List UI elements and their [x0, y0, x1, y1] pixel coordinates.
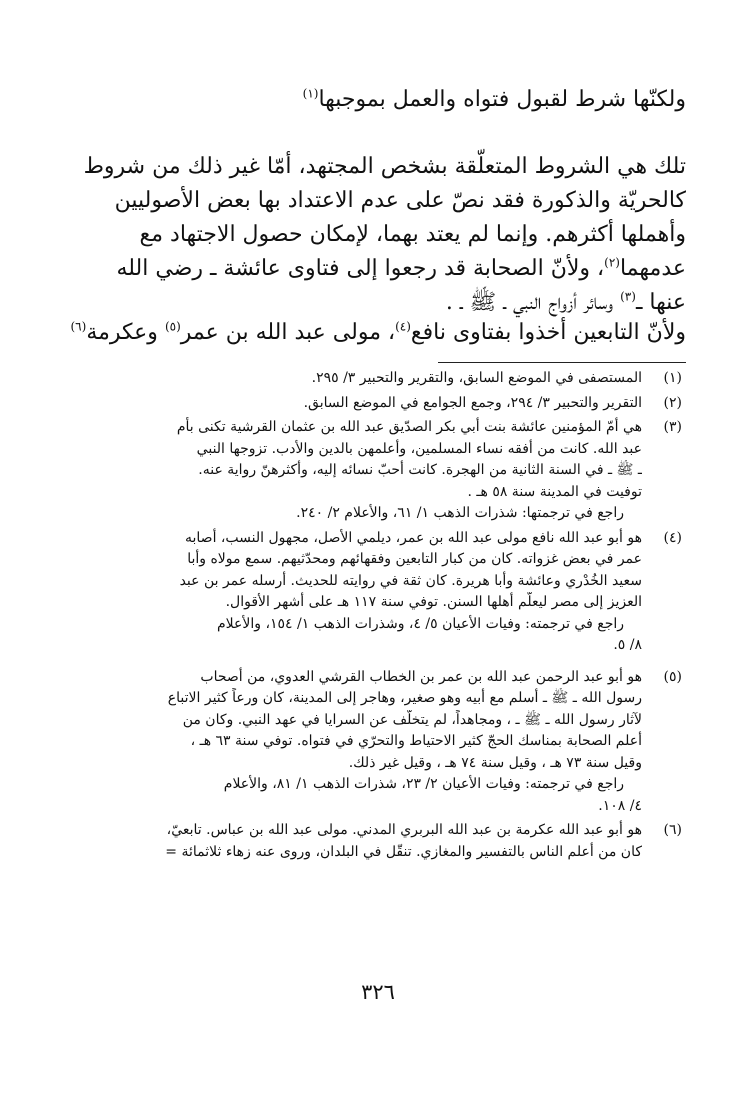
footnote-marker: (٣)	[620, 289, 636, 304]
main-paragraph-1	[42, 83, 686, 117]
footnote-reference: راجع في ترجمته: وفيات الأعيان ٢/ ٢٣، شذرات الذهب ١/ ٨١، والأعلام	[223, 776, 624, 792]
footnote-6	[44, 820, 682, 863]
footnote-line: كان من أعلم الناس بالتفسير والمغازي. تنقّل في البلدان، وروى عنه زهاء ثلاثمائة =	[165, 843, 642, 860]
footnote-separator	[438, 362, 686, 363]
main-line: وأهملها أكثرهم. وإنما لم يعتد بهما، لإمكان حصول الاجتهاد مع	[139, 222, 686, 247]
footnote-line: عبد الله. كانت من أفقه نساء المسلمين، وأعلمهن بالدين والأدب. تزوجها النبي	[196, 440, 642, 457]
main-text-segment: ، ولأنّ الصحابة قد رجعوا إلى فتاوى عائشة ـ رضي الله	[116, 256, 605, 281]
main-text-segment: وعكرمة	[86, 320, 165, 345]
main-line: كالحريّة والذكورة فقد نصّ على عدم الاعتداد بها بعض الأصوليين	[114, 188, 686, 213]
footnote-line: هي أمّ المؤمنين عائشة بنت أبي بكر الصدّيق عبد الله بن عثمان القرشية تكنى بأم	[176, 419, 642, 435]
footnote-line: هو أبو عبد الرحمن عبد الله بن عمر بن الخطاب القرشي العدوي، من أصحاب	[200, 668, 642, 685]
footnote-line: ٤/ ١٠٨.	[598, 797, 642, 814]
footnote-line: ٨/ ٥.	[613, 637, 642, 653]
footnote-line: المستصفى في الموضع السابق، والتقرير والتحبير ٣/ ٢٩٥.	[311, 370, 642, 386]
main-line	[42, 83, 686, 117]
footnote-marker: (٢)	[604, 255, 620, 270]
main-paragraph-3	[42, 316, 686, 350]
footnote-number: (٤)	[663, 529, 682, 546]
footnote-line: العزيز إلى مصر ليعلّم أهلها السنن. توفي سنة ١١٧ هـ على أشهر الأقوال.	[225, 594, 642, 610]
footnote-4	[44, 528, 682, 657]
footnote-marker: (١)	[302, 86, 319, 101]
page-number: ٣٢٦	[361, 980, 395, 1004]
footnote-line: عمر في بعض غزواته. كان من كبار التابعين وفقهائهم ومحدّثيهم. سمع مولاه وأبا	[187, 551, 642, 567]
footnote-2	[44, 393, 682, 415]
footnote-number: (١)	[663, 370, 682, 386]
main-paragraph-2	[42, 150, 686, 320]
footnote-number: (٥)	[663, 668, 682, 685]
footnote-line: توفيت في المدينة سنة ٥٨ هـ .	[467, 483, 642, 500]
footnote-line: أعلم الصحابة بمناسك الحجّ كثير الاحتياط والتحرّي في فتواه. توفي سنة ٦٣ هـ ،	[190, 733, 642, 749]
footnote-number: (٦)	[663, 822, 682, 838]
main-line	[42, 316, 686, 350]
main-line	[42, 252, 686, 286]
main-text-segment: وسائر أزواج النبي ـ ﷺ ـ .	[445, 290, 621, 315]
main-text-segment: عنها ـ	[635, 290, 686, 315]
main-text-segment: ولأنّ التابعين أخذوا بفتاوى نافع	[410, 320, 686, 345]
footnote-marker: (٦)	[70, 319, 87, 334]
footnote-reference: راجع في ترجمته: وفيات الأعيان ٥/ ٤، وشذرات الذهب ١/ ١٥٤، والأعلام	[217, 615, 624, 632]
main-line	[42, 286, 686, 320]
footnote-marker: (٥)	[164, 319, 181, 334]
footnote-line: هو أبو عبد الله نافع مولى عبد الله بن عمر، ديلمي الأصل، مجهول النسب، أصابه	[185, 529, 642, 546]
footnote-number: (٢)	[663, 394, 682, 411]
footnote-line: لآثار رسول الله ـ ﷺ ـ ، ومجاهداً، لم يتخلّف عن السرايا في عهد النبي. وكان من	[182, 711, 642, 728]
main-text-segment: ولكنّها شرط لقبول فتواه والعمل بموجبها	[318, 87, 686, 112]
main-line: تلك هي الشروط المتعلّقة بشخص المجتهد، أمّا غير ذلك من شروط	[83, 154, 686, 179]
footnote-line: ـ ﷺ ـ في السنة الثانية من الهجرة. كانت أحبّ نسائه إليه، وأكثرهنّ رواية عنه.	[198, 462, 642, 478]
footnote-3	[44, 417, 682, 525]
footnotes	[44, 368, 682, 866]
footnote-reference: راجع في ترجمتها: شذرات الذهب ١/ ٦١، والأعلام ٢/ ٢٤٠.	[296, 505, 624, 521]
footnote-line: سعيد الخُدْري وعائشة وأبا هريرة. كان ثقة في روايته للحديث. أرسله عمر بن عبد	[179, 572, 642, 589]
footnote-marker: (٤)	[395, 319, 411, 334]
footnote-line: رسول الله ـ ﷺ ـ أسلم مع أبيه وهو صغير، وهاجر إلى المدينة، كان ورعاً كثير الاتباع	[167, 690, 642, 706]
footnote-5	[44, 667, 682, 818]
footnote-line: وقيل سنة ٧٣ هـ ، وقيل سنة ٧٤ هـ ، وقيل غير ذلك.	[348, 754, 642, 771]
footnote-1	[44, 368, 682, 390]
main-text-segment: ، مولى عبد الله بن عمر	[180, 320, 396, 345]
footnote-line: هو أبو عبد الله عكرمة بن عبد الله البربري المدني. مولى عبد الله بن عباس. تابعيّ،	[166, 822, 642, 838]
footnote-number: (٣)	[663, 419, 682, 435]
main-text-segment: عدمهما	[619, 256, 686, 281]
footnote-line: التقرير والتحبير ٣/ ٢٩٤، وجمع الجوامع في الموضع السابق.	[303, 394, 642, 411]
